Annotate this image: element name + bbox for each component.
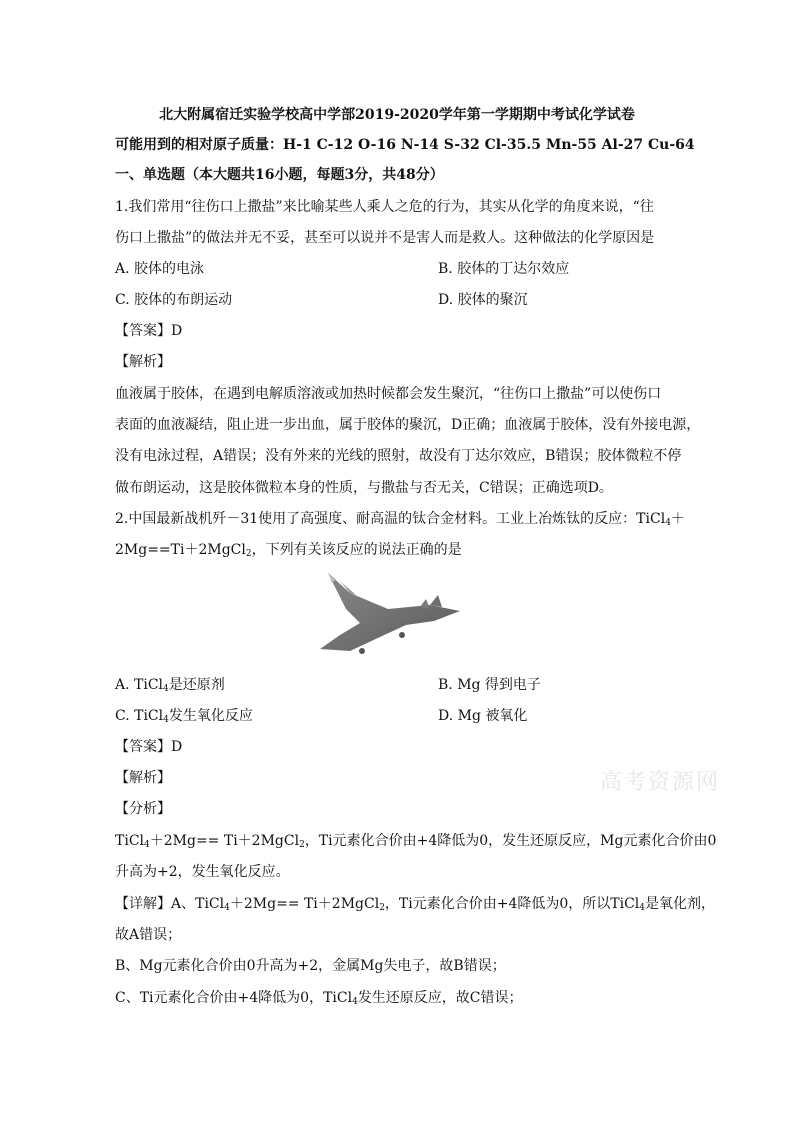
q2-analysis-label: 【解析】	[115, 770, 171, 786]
q2-fenxi-label: 【分析】	[115, 801, 171, 817]
q1-analysis-line1: 血液属于胶体，在遇到电解质溶液或加热时候都会发生聚沉，“往伤口上撒盐”可以使伤口	[115, 386, 662, 402]
q2-detail-c: C、Ti元素化合价由+4降低为0，TiCl$_4$发生还原反应，故C错误；	[115, 990, 523, 1007]
q1-analysis-label: 【解析】	[115, 354, 171, 370]
q2-fenxi-line1: TiCl$_4$＋2Mg== Ti＋2MgCl$_2$，Ti元素化合价由+4降低为0，发生还原反应，Mg元素化合价由0	[115, 833, 717, 850]
q1-option-d: D. 胶体的聚沉	[438, 292, 528, 308]
q1-answer: 【答案】D	[115, 323, 183, 339]
atomic-mass-line: 可能用到的相对原子质量：H-1 C-12 O-16 N-14 S-32 Cl-35.5 Mn-55 Al-27 Cu-64	[115, 137, 695, 153]
q1-analysis-line4: 做布朗运动，这是胶体微粒本身的性质，与撒盐与否无关，C错误；正确选项D。	[115, 480, 613, 496]
page-title: 北大附属宿迁实验学校高中学部2019-2020学年第一学期期中考试化学试卷	[159, 107, 635, 123]
q2-option-a: A. TiCl$_4$是还原剂	[115, 677, 225, 694]
q2-detail-line1: 【详解】A、TiCl$_4$＋2Mg== Ti＋2MgCl$_2$，Ti元素化合价由+4降低为0，所以TiCl$_4$是氧化剂，	[115, 896, 716, 913]
q1-analysis-line2: 表面的血液凝结，阻止进一步出血，属于胶体的聚沉，D正确；血液属于胶体，没有外接电源，	[115, 417, 701, 433]
q2-option-b: B. Mg 得到电子	[438, 677, 541, 693]
q2-stem-line1: 2.中国最新战机歼－31使用了高强度、耐高温的钛合金材料。工业上冶炼钛的反应：TiCl$_4$＋	[115, 511, 685, 528]
q2-fenxi-line2: 升高为+2，发生氧化反应。	[115, 864, 290, 880]
q2-detail-b: B、Mg元素化合价由0升高为+2，金属Mg失电子，故B错误；	[115, 958, 506, 974]
q1-option-b: B. 胶体的丁达尔效应	[438, 261, 570, 277]
section-heading: 一、单选题（本大题共16小题，每题3分，共48分）	[115, 167, 444, 183]
q2-answer: 【答案】D	[115, 739, 183, 755]
watermark: 高考资源网	[600, 770, 721, 795]
q1-stem-line2: 伤口上撒盐”的做法并无不妥，甚至可以说并不是害人而是救人。这种做法的化学原因是	[115, 230, 655, 246]
q2-option-c: C. TiCl$_4$发生氧化反应	[115, 708, 253, 725]
q1-analysis-line3: 没有电泳过程，A错误；没有外来的光线的照射，故没有丁达尔效应，B错误；胶体微粒不停	[115, 448, 682, 464]
q2-detail-line2: 故A错误；	[115, 927, 182, 943]
q1-option-c: C. 胶体的布朗运动	[115, 292, 233, 308]
fighter-jet-image	[310, 565, 470, 665]
q1-option-a: A. 胶体的电泳	[115, 261, 205, 277]
q2-option-d: D. Mg 被氧化	[438, 708, 528, 724]
q2-stem-line2: 2Mg==Ti＋2MgCl$_2$，下列有关该反应的说法正确的是	[115, 542, 462, 559]
q1-stem-line1: 1.我们常用“往伤口上撒盐”来比喻某些人乘人之危的行为，其实从化学的角度来说，“往	[115, 199, 654, 215]
